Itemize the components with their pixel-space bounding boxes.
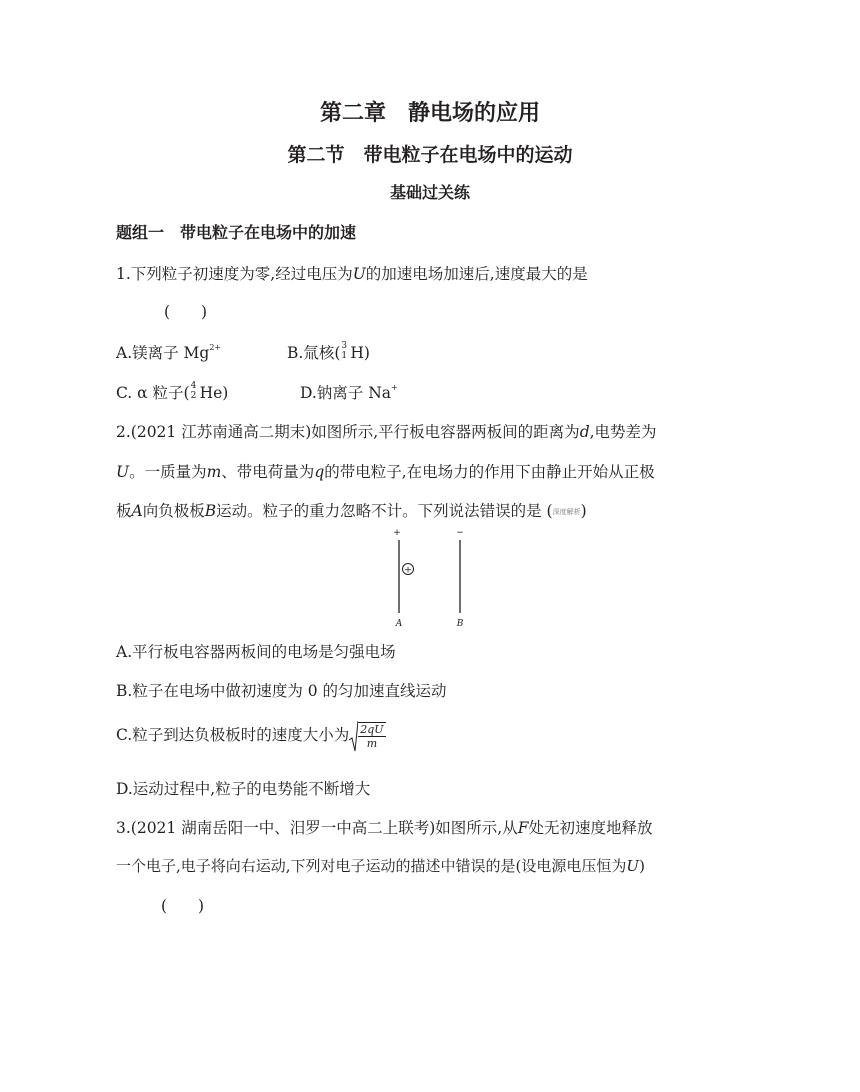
q2-option-b: B.粒子在电场中做初速度为 0 的匀加速直线运动 — [116, 682, 447, 700]
q2-line-3-text-a: 板 — [116, 502, 132, 520]
q1-stem — [116, 262, 588, 284]
plate-label-b: B — [456, 619, 464, 629]
q1-option-c-charge: 2 — [190, 391, 197, 401]
fraction-numerator: 2qU — [360, 723, 384, 736]
q2-line-1-text-a: 2.(2021 江苏南通高二期末)如图所示,平行板电容器两板间的距离为 — [116, 423, 580, 441]
q1-option-b-nuclide — [340, 343, 350, 361]
sqrt-expression — [349, 720, 385, 752]
minus-sign: − — [456, 528, 464, 538]
sqrt-radical-sign — [349, 720, 358, 752]
q1-option-a-charge: 2+ — [209, 342, 222, 352]
q1-option-b-text: B.氚核( — [287, 344, 341, 362]
q3-line-1-text-a: 3.(2021 湖南岳阳一中、汨罗一中高二上联考)如图所示,从 — [116, 819, 518, 837]
q1-option-d-charge: + — [391, 382, 398, 392]
q2-line-1-text-b: ,电势差为 — [589, 423, 657, 441]
q2-line-3 — [116, 499, 587, 521]
deep-analysis-tag: 深度解析 — [552, 508, 581, 516]
plus-sign: + — [393, 528, 401, 538]
capacitor-figure — [388, 524, 474, 630]
q1-option-b-charge: 1 — [341, 351, 348, 361]
q3-line-2 — [116, 855, 645, 876]
fraction-denominator: m — [366, 737, 378, 750]
q2-option-a: A.平行板电容器两板间的电场是匀强电场 — [116, 643, 396, 661]
q3-var-u: U — [626, 857, 640, 875]
q1-stem-text-a: 1.下列粒子初速度为零,经过电压为 — [116, 265, 353, 283]
q1-option-b-mass: 3 — [341, 341, 348, 351]
chapter-title: 第二章 静电场的应用 — [319, 101, 540, 126]
q1-option-a — [116, 341, 221, 363]
q1-option-a-text: A.镁离子 Mg — [116, 344, 210, 362]
q1-option-b — [287, 341, 370, 363]
particle-charge-sign: + — [404, 565, 412, 576]
q2-var-m: m — [206, 463, 222, 481]
q1-option-b-symbol: H) — [350, 344, 370, 362]
q1-option-c-text: C. α 粒子( — [116, 384, 190, 402]
q3-answer-bracket: ( ) — [161, 897, 205, 915]
q3-line-2-text-a: 一个电子,电子将向右运动,下列对电子运动的描述中错误的是(设电源电压恒为 — [116, 857, 627, 875]
q2-var-q: q — [314, 463, 325, 481]
q2-line-2-text-b: 、带电荷量为 — [221, 463, 315, 481]
exercise-subtitle: 基础过关练 — [389, 183, 470, 202]
q2-line-2 — [116, 460, 655, 482]
q3-line-1 — [116, 816, 652, 838]
q3-line-1-text-b: 处无初速度地释放 — [528, 819, 653, 837]
q2-option-d: D.运动过程中,粒子的电势能不断增大 — [116, 780, 371, 798]
section-title: 第二节 带电粒子在电场中的运动 — [287, 144, 573, 166]
q1-answer-bracket: ( ) — [164, 303, 208, 321]
q2-var-d: d — [579, 423, 590, 441]
q1-option-c-symbol: He) — [199, 384, 229, 402]
q1-option-d-text: D.钠离子 Na — [300, 384, 392, 402]
q2-line-2-text-c: 的带电粒子,在电场力的作用下由静止开始从正极 — [324, 463, 655, 481]
sqrt-fraction — [358, 722, 385, 750]
q2-var-u: U — [116, 463, 130, 481]
q2-line-3-text-b: 向负极板 — [142, 502, 205, 520]
q1-stem-text-b: 的加速电场加速后,速度最大的是 — [365, 265, 588, 283]
q1-option-c-nuclide — [190, 383, 200, 401]
question-group-title: 题组一 带电粒子在电场中的加速 — [116, 223, 357, 242]
q1-option-c — [116, 381, 228, 403]
q2-line-3-text-d: ) — [580, 502, 587, 520]
q3-line-2-text-b: ) — [639, 857, 645, 875]
q1-var-u: U — [352, 265, 366, 283]
q2-option-c — [116, 720, 386, 752]
q3-var-f: F — [517, 819, 529, 837]
q2-var-b: B — [204, 502, 217, 520]
plate-label-a: A — [395, 619, 403, 629]
q2-var-a: A — [131, 502, 143, 520]
q2-line-3-text-c: 运动。粒子的重力忽略不计。下列说法错误的是 ( — [216, 502, 553, 520]
q2-option-c-text: C.粒子到达负极板时的速度大小为 — [116, 726, 350, 744]
q2-line-2-text-a: 。一质量为 — [129, 463, 207, 481]
q1-option-d — [300, 381, 398, 403]
q2-line-1 — [116, 420, 657, 442]
q1-option-c-mass: 4 — [190, 381, 197, 391]
